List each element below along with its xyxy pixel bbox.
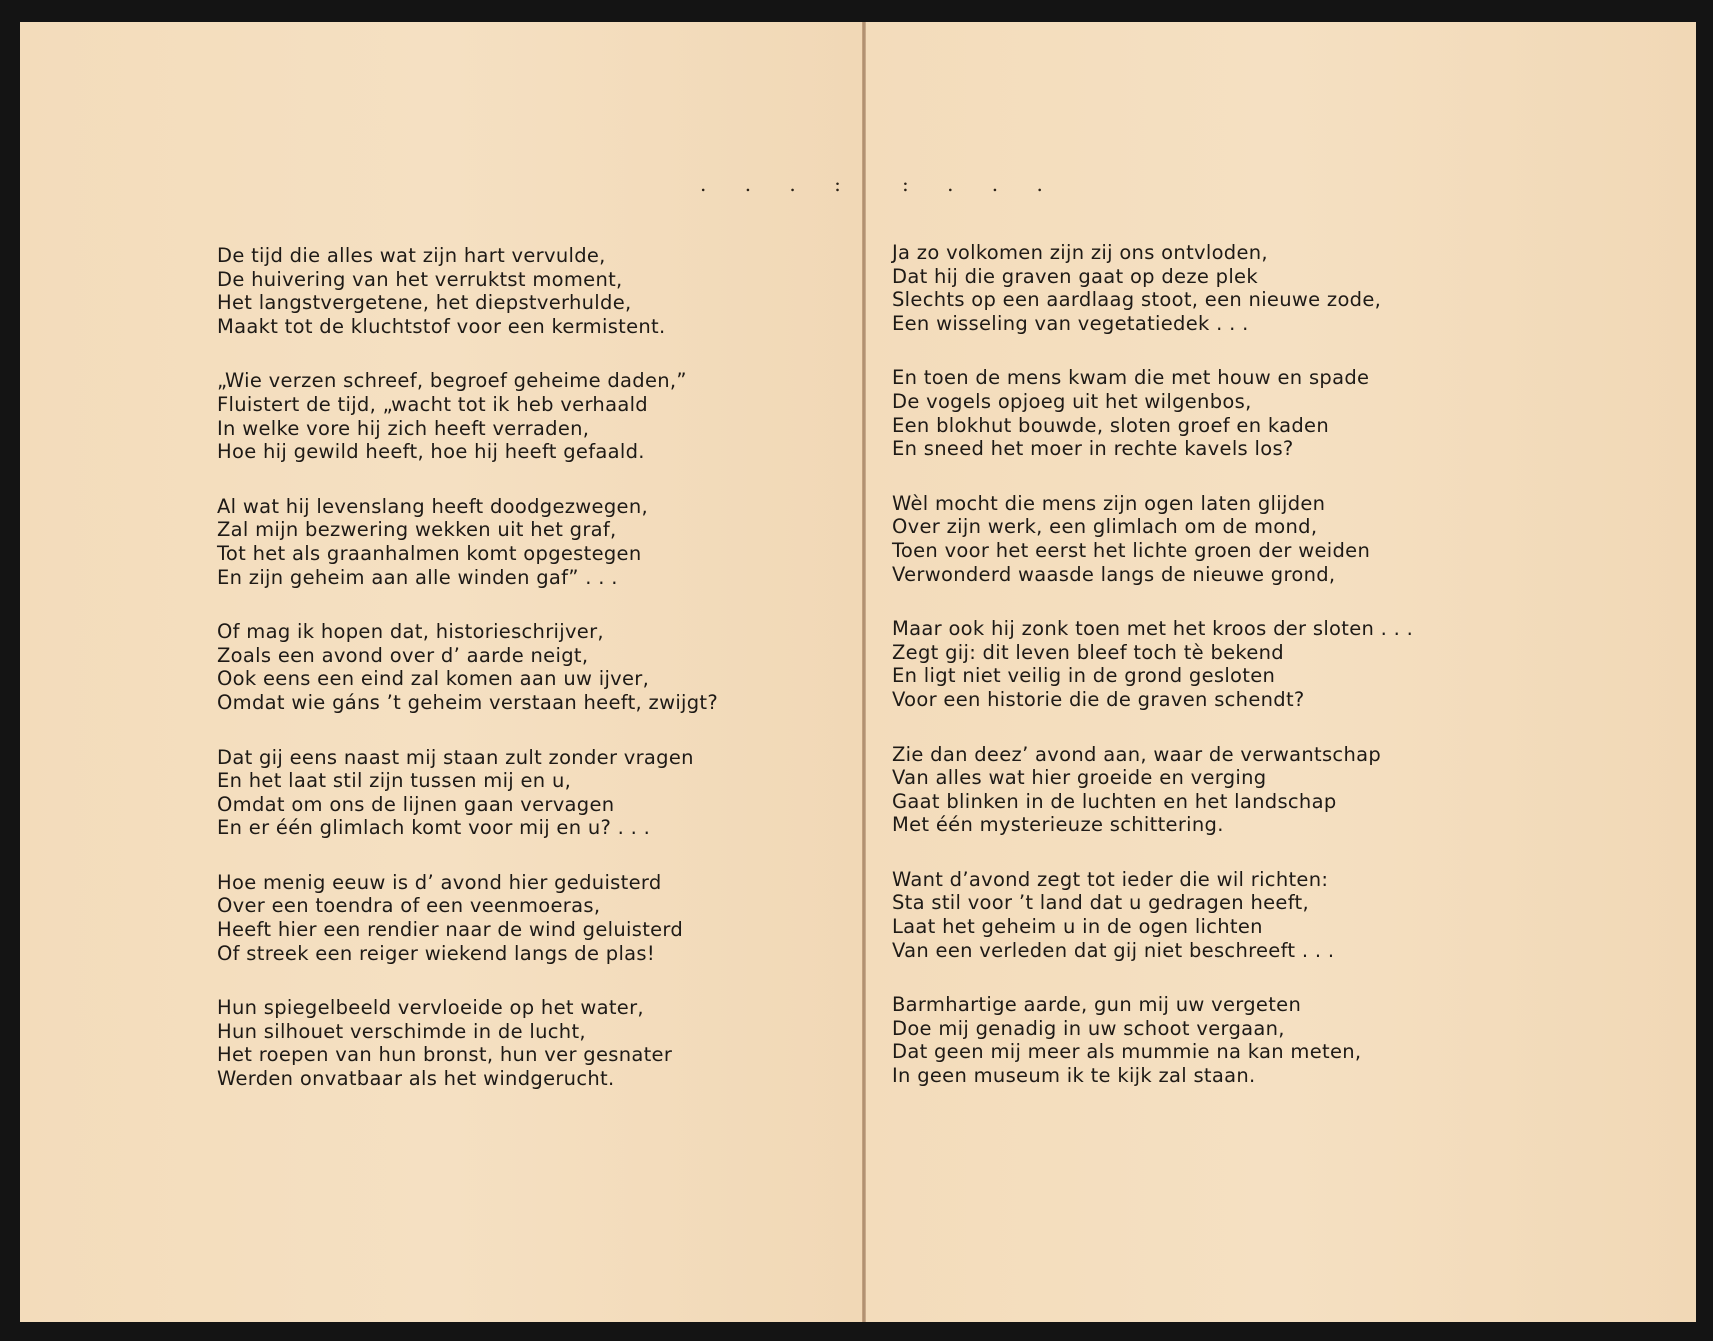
poem-line: De tijd die alles wat zijn hart vervulde, (217, 244, 606, 267)
poem-line: En ligt niet veilig in de grond gesloten (892, 664, 1276, 688)
poem-line: Want d’avond zegt tot ieder die wil richten: (892, 867, 1329, 891)
poem-line: Omdat wie gáns ’t geheim verstaan heeft, zwijgt? (217, 690, 719, 714)
stanza (892, 743, 1413, 837)
poem-line: Hoe menig eeuw is d’ avond hier geduisterd (217, 870, 662, 894)
poem-line: Hoe hij gewild heeft, hoe hij heeft gefaald. (217, 440, 645, 464)
poem-line: Tot het als graanhalmen komt opgestegen (217, 541, 642, 565)
poem-line: Zie dan deez’ avond aan, waar de verwantschap (892, 742, 1382, 766)
book-gutter (862, 22, 866, 1322)
poem-line: Maar ook hij zonk toen met het kroos der sloten . . . (892, 617, 1414, 641)
poem-line: „Wie verzen schreef, begroef geheime daden,” (217, 369, 687, 393)
poem-line: En toen de mens kwam die met houw en spade (892, 366, 1370, 390)
poem-line: Zoals een avond over d’ aarde neigt, (217, 643, 589, 667)
poem-line: Met één mysterieuze schittering. (892, 813, 1224, 837)
stanza (892, 868, 1413, 962)
poem-line: Gaat blinken in de luchten en het landschap (892, 789, 1337, 813)
stanza (892, 366, 1413, 460)
poem-line: Werden onvatbaar als het windgerucht. (217, 1067, 615, 1091)
ornament-dots-left: . . . : (700, 172, 857, 196)
stanza (217, 746, 718, 840)
stanza (217, 620, 718, 714)
poem-line: Dat gij eens naast mij staan zult zonder vragen (217, 745, 694, 769)
stanza (217, 369, 718, 463)
poem-left-column (217, 244, 718, 1122)
poem-line: Over zijn werk, een glimlach om de mond, (892, 515, 1318, 539)
poem-line: Dat geen mij meer als mummie na kan meten, (892, 1040, 1362, 1064)
stanza (217, 996, 718, 1090)
poem-line: Van alles wat hier groeide en verging (892, 766, 1267, 790)
poem-line: In welke vore hij zich heeft verraden, (217, 416, 590, 440)
poem-line: Hun spiegelbeeld vervloeide op het water, (217, 996, 644, 1020)
stanza (892, 617, 1413, 711)
poem-line: Doe mij genadig in uw schoot vergaan, (892, 1016, 1285, 1040)
poem-line: Een blokhut bouwde, sloten groef en kaden (892, 413, 1329, 437)
book-spread (20, 22, 1696, 1322)
poem-line: En sneed het moer in rechte kavels los? (892, 437, 1294, 461)
stanza (892, 492, 1413, 586)
poem-line: En het laat stil zijn tussen mij en u, (217, 769, 572, 793)
poem-right-column (892, 241, 1413, 1119)
stanza (217, 244, 718, 338)
ornament-dots-right: : . . . (902, 172, 1059, 196)
poem-line: Een wisseling van vegetatiedek . . . (892, 311, 1249, 335)
poem-line: Barmhartige aarde, gun mij uw vergeten (892, 993, 1302, 1017)
poem-line: Fluistert de tijd, „wacht tot ik heb verhaald (217, 392, 648, 416)
poem-line: Ook eens een eind zal komen aan uw ijver, (217, 667, 650, 691)
poem-line: Het roepen van hun bronst, hun ver gesnater (217, 1043, 673, 1067)
poem-line: In geen museum ik te kijk zal staan. (892, 1064, 1256, 1088)
poem-line: Sta stil voor ’t land dat u gedragen heeft, (892, 891, 1309, 915)
stanza (892, 241, 1413, 335)
poem-line: Of streek een reiger wiekend langs de plas! (217, 941, 655, 965)
poem-line: De huivering van het verruktst moment, (217, 267, 623, 291)
poem-line: Zal mijn bezwering wekken uit het graf, (217, 518, 617, 542)
poem-line: Van een verleden dat gij niet beschreeft . . . (892, 938, 1335, 962)
poem-line: Wèl mocht die mens zijn ogen laten glijden (892, 491, 1326, 515)
poem-line: Maakt tot de kluchtstof voor een kermistent. (217, 314, 666, 338)
poem-line: Toen voor het eerst het lichte groen der weiden (892, 538, 1371, 562)
poem-line: Slechts op een aardlaag stoot, een nieuwe zode, (892, 288, 1382, 312)
poem-line: Zegt gij: dit leven bleef toch tè bekend (892, 640, 1284, 664)
poem-line: En er één glimlach komt voor mij en u? . . . (217, 816, 651, 840)
poem-line: En zijn geheim aan alle winden gaf” . . . (217, 565, 618, 589)
poem-line: Heeft hier een rendier naar de wind geluisterd (217, 918, 684, 942)
poem-line: Ja zo volkomen zijn zij ons ontvloden, (892, 241, 1268, 264)
poem-line: Verwonderd waasde langs de nieuwe grond, (892, 562, 1336, 586)
poem-line: De vogels opjoeg uit het wilgenbos, (892, 389, 1252, 413)
poem-line: Laat het geheim u in de ogen lichten (892, 915, 1263, 939)
poem-line: Al wat hij levenslang heeft doodgezwegen, (217, 494, 648, 518)
poem-line: Omdat om ons de lijnen gaan vervagen (217, 792, 615, 816)
poem-line: Hun silhouet verschimde in de lucht, (217, 1019, 586, 1043)
poem-line: Of mag ik hopen dat, historieschrijver, (217, 620, 604, 644)
stanza (217, 871, 718, 965)
stanza (217, 495, 718, 589)
stanza (892, 993, 1413, 1087)
poem-line: Voor een historie die de graven schendt? (892, 687, 1305, 711)
poem-line: Dat hij die graven gaat op deze plek (892, 264, 1258, 288)
poem-line: Over een toendra of een veenmoeras, (217, 894, 601, 918)
poem-line: Het langstvergetene, het diepstverhulde, (217, 291, 632, 315)
